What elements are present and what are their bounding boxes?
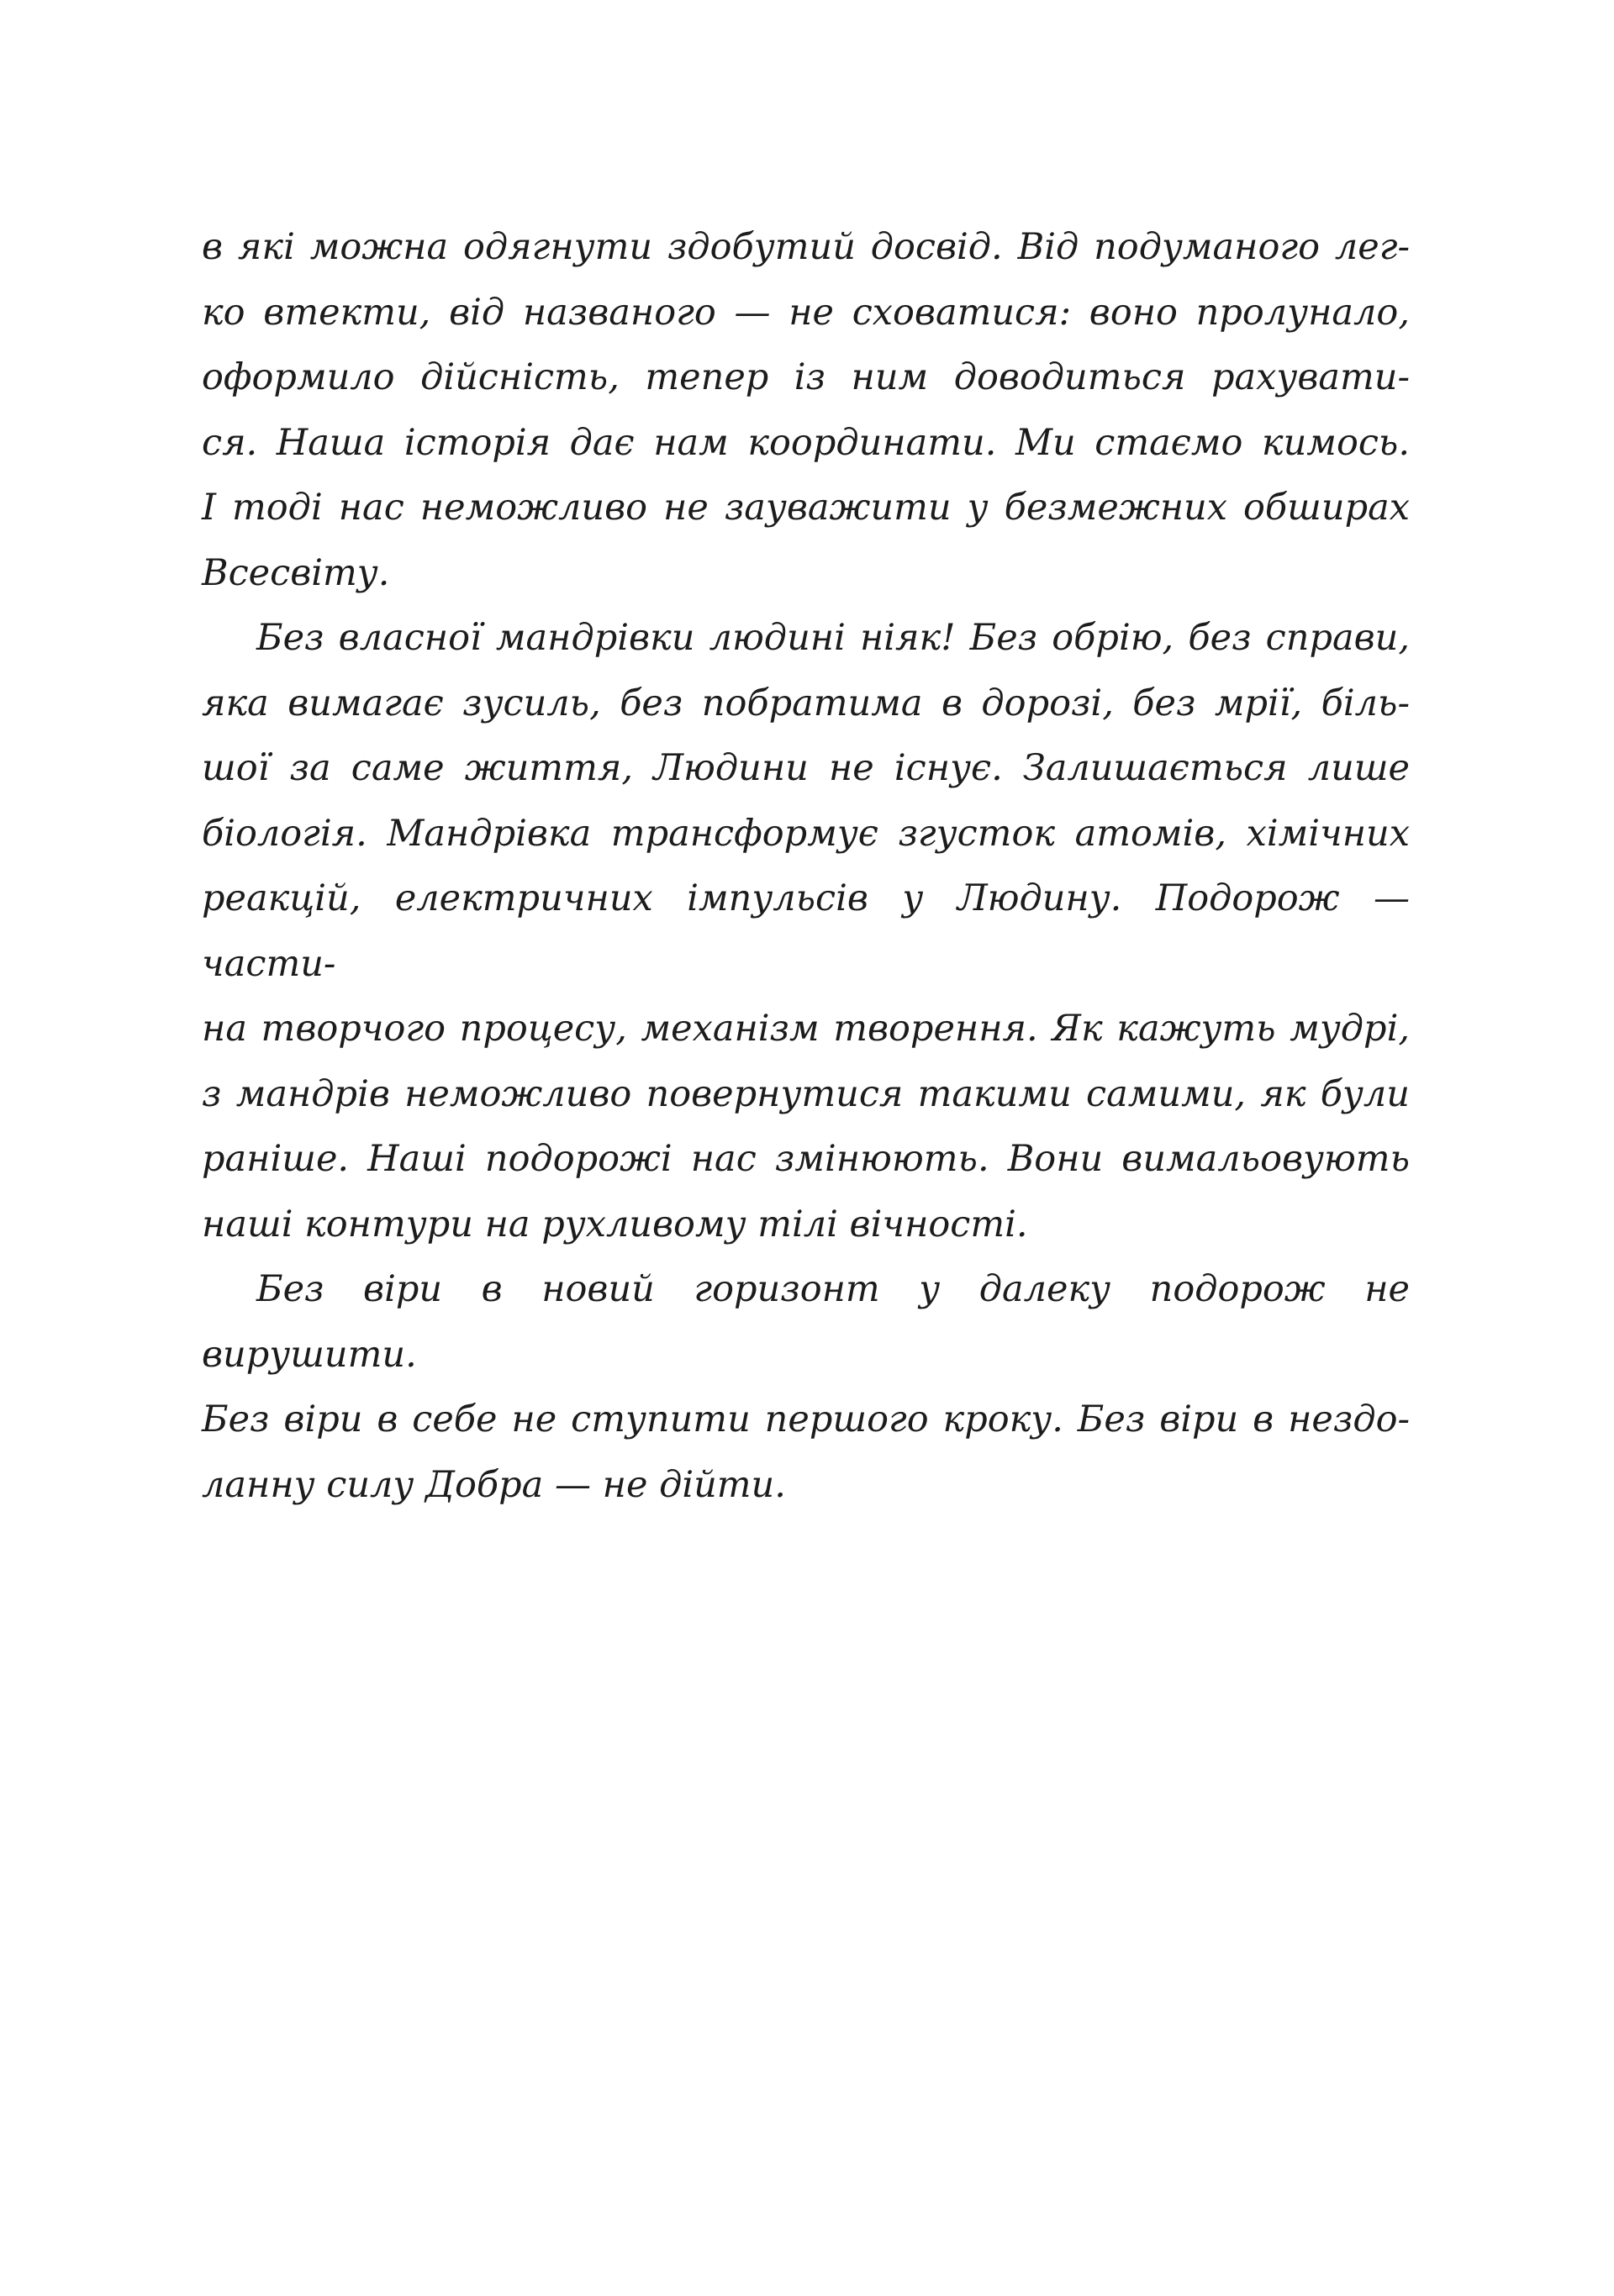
text-line paragraph-end: Всесвіту. [202,551,390,594]
text-line: яка вимагає зусиль, без побратима в дорозі, без мрії, біль- [202,682,1410,724]
text-line paragraph-end: наші контури на рухливому тілі вічності. [202,1203,1028,1245]
text-line: оформило дійсність, тепер із ним доводиться рахувати- [202,356,1410,398]
text-line paragraph-start: Без власної мандрівки людині ніяк! Без обрію, без справи, [256,617,1410,659]
text-line: Без віри в себе не ступити першого кроку. Без віри в нездо- [202,1398,1410,1440]
text-line: ся. Наша історія дає нам координати. Ми стаємо кимось. [202,421,1410,464]
text-line: в які можна одягнути здобутий досвід. Від подуманого лег- [202,226,1410,268]
text-line: шої за саме життя, Людини не існує. Залишається лише [202,747,1410,789]
text-line: з мандрів неможливо повернутися такими самими, як були [202,1072,1410,1115]
text-line: ко втекти, від названого — не сховатися: воно пролунало, [202,291,1410,334]
text-line paragraph-start: Без віри в новий горизонт у далеку подорож не вирушити. [202,1268,1410,1376]
text-line: раніше. Наші подорожі нас змінюють. Вони вимальовують [202,1138,1410,1180]
body-text [202,215,1410,1518]
text-line: на творчого процесу, механізм творення. Як кажуть мудрі, [202,1008,1410,1050]
text-line paragraph-end: ланну силу Добра — не дійти. [202,1463,786,1506]
text-line: І тоді нас неможливо не зауважити у безмежних обширах [202,487,1410,529]
text-line: біологія. Мандрівка трансформує згусток атомів, хімічних [202,812,1410,855]
text-line: реакцій, електричних імпульсів у Людину. Подорож — части- [202,877,1410,985]
